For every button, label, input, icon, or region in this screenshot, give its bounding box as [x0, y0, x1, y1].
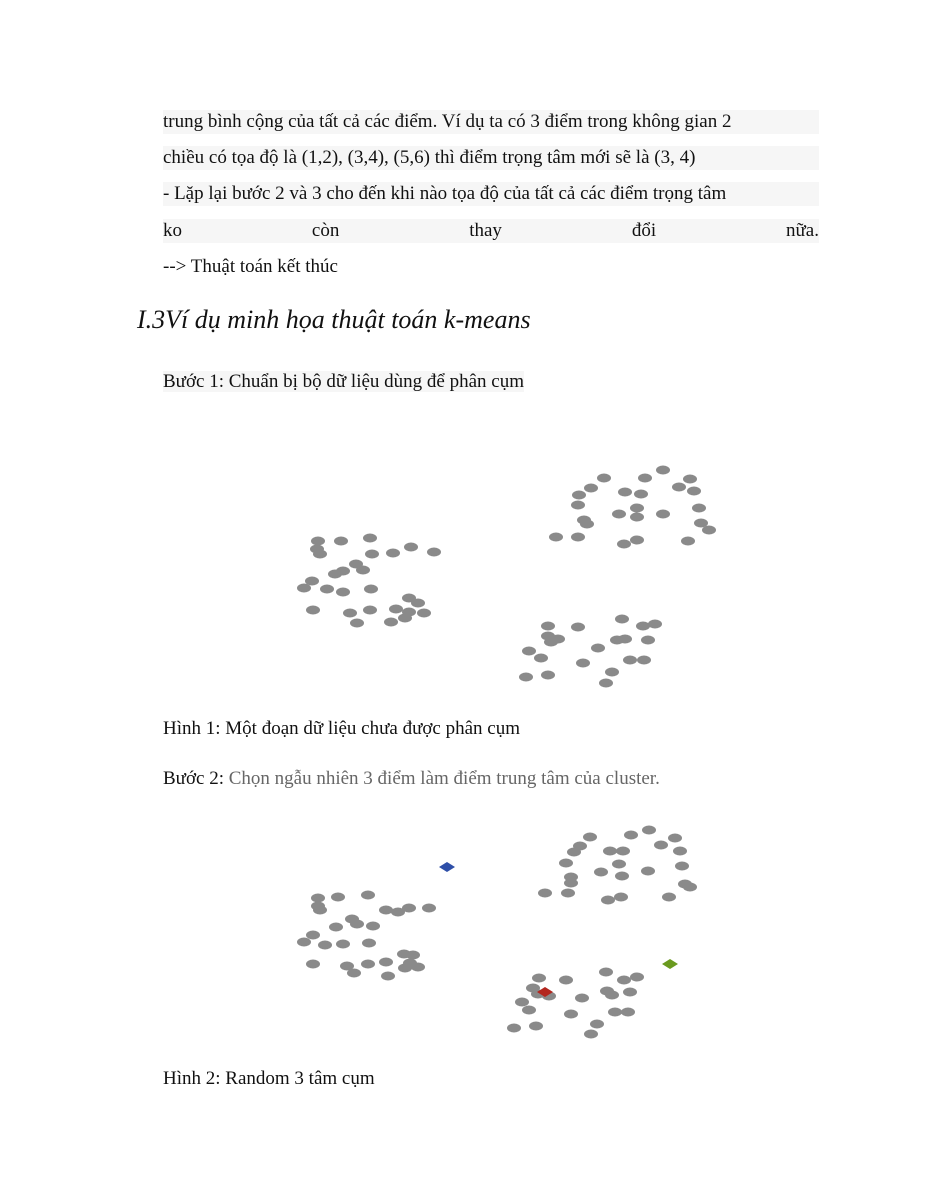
- data-point: [630, 513, 644, 522]
- data-point: [571, 623, 585, 632]
- data-point: [356, 566, 370, 575]
- data-point: [398, 614, 412, 623]
- data-point: [313, 550, 327, 559]
- data-point: [636, 622, 650, 631]
- data-point: [580, 520, 594, 529]
- data-point: [637, 656, 651, 665]
- data-point: [610, 636, 624, 645]
- step-2-label: Bước 2:: [163, 768, 224, 789]
- data-point: [623, 656, 637, 665]
- data-point: [571, 501, 585, 510]
- data-point: [363, 606, 377, 615]
- word: đổi: [631, 220, 657, 241]
- data-point: [599, 679, 613, 688]
- data-point: [634, 490, 648, 499]
- data-point: [306, 606, 320, 615]
- data-point: [350, 619, 364, 628]
- word: nữa.: [786, 220, 819, 241]
- data-point: [638, 474, 652, 483]
- data-point: [618, 488, 632, 497]
- data-point: [417, 609, 431, 618]
- data-point: [297, 584, 311, 593]
- data-point: [641, 636, 655, 645]
- data-point: [630, 504, 644, 513]
- data-point: [630, 536, 644, 545]
- word: còn: [311, 220, 340, 241]
- data-point: [384, 618, 398, 627]
- data-point: [576, 659, 590, 668]
- step-1-label: Bước 1: Chuẩn bị bộ dữ liệu dùng để phân cụm: [163, 371, 524, 392]
- data-point: [320, 585, 334, 594]
- paragraph-line-1: trung bình cộng của tất cả các điểm. Ví dụ ta có 3 điểm trong không gian 2: [163, 110, 819, 134]
- paragraph-line-2: chiều có tọa độ là (1,2), (3,4), (5,6) thì điểm trọng tâm mới sẽ là (3, 4): [163, 146, 819, 170]
- data-point: [572, 491, 586, 500]
- data-point: [365, 550, 379, 559]
- data-point: [597, 474, 611, 483]
- word: thay: [469, 220, 502, 241]
- data-point: [411, 599, 425, 608]
- data-point: [692, 504, 706, 513]
- step-2-text: [163, 767, 819, 791]
- caption-figure-2: Hình 2: Random 3 tâm cụm: [163, 1068, 375, 1089]
- data-point: [363, 534, 377, 543]
- data-point: [617, 540, 631, 549]
- data-point: [571, 533, 585, 542]
- word: ko: [163, 220, 182, 241]
- caption-figure-1: Hình 1: Một đoạn dữ liệu chưa được phân cụm: [163, 718, 521, 739]
- data-point: [683, 475, 697, 484]
- data-point: [427, 548, 441, 557]
- data-point: [648, 620, 662, 629]
- data-point: [386, 549, 400, 558]
- data-point: [656, 466, 670, 475]
- data-point: [334, 537, 348, 546]
- data-point: [364, 585, 378, 594]
- data-point: [605, 668, 619, 677]
- data-point: [328, 570, 342, 579]
- data-point: [404, 543, 418, 552]
- data-point: [389, 605, 403, 614]
- data-point: [702, 526, 716, 535]
- data-point: [612, 510, 626, 519]
- data-point: [519, 673, 533, 682]
- step-2-description: Chọn ngẫu nhiên 3 điểm làm điểm trung tâm của cluster.: [223, 768, 660, 789]
- data-point: [541, 622, 555, 631]
- data-point: [522, 647, 536, 656]
- data-point: [591, 644, 605, 653]
- data-point: [687, 487, 701, 496]
- section-heading: I.3Ví dụ minh họa thuật toán k-means: [137, 305, 531, 334]
- data-point: [549, 533, 563, 542]
- paragraph-line-5: --> Thuật toán kết thúc: [163, 256, 338, 277]
- data-point: [311, 537, 325, 546]
- data-point: [584, 484, 598, 493]
- data-point: [551, 635, 565, 644]
- data-point: [681, 537, 695, 546]
- data-point: [343, 609, 357, 618]
- data-point: [672, 483, 686, 492]
- data-point: [534, 654, 548, 663]
- data-point: [656, 510, 670, 519]
- data-point: [336, 588, 350, 597]
- paragraph-line-3: - Lặp lại bước 2 và 3 cho đến khi nào tọa độ của tất cả các điểm trọng tâm: [163, 182, 819, 206]
- data-point: [615, 615, 629, 624]
- data-point: [541, 671, 555, 680]
